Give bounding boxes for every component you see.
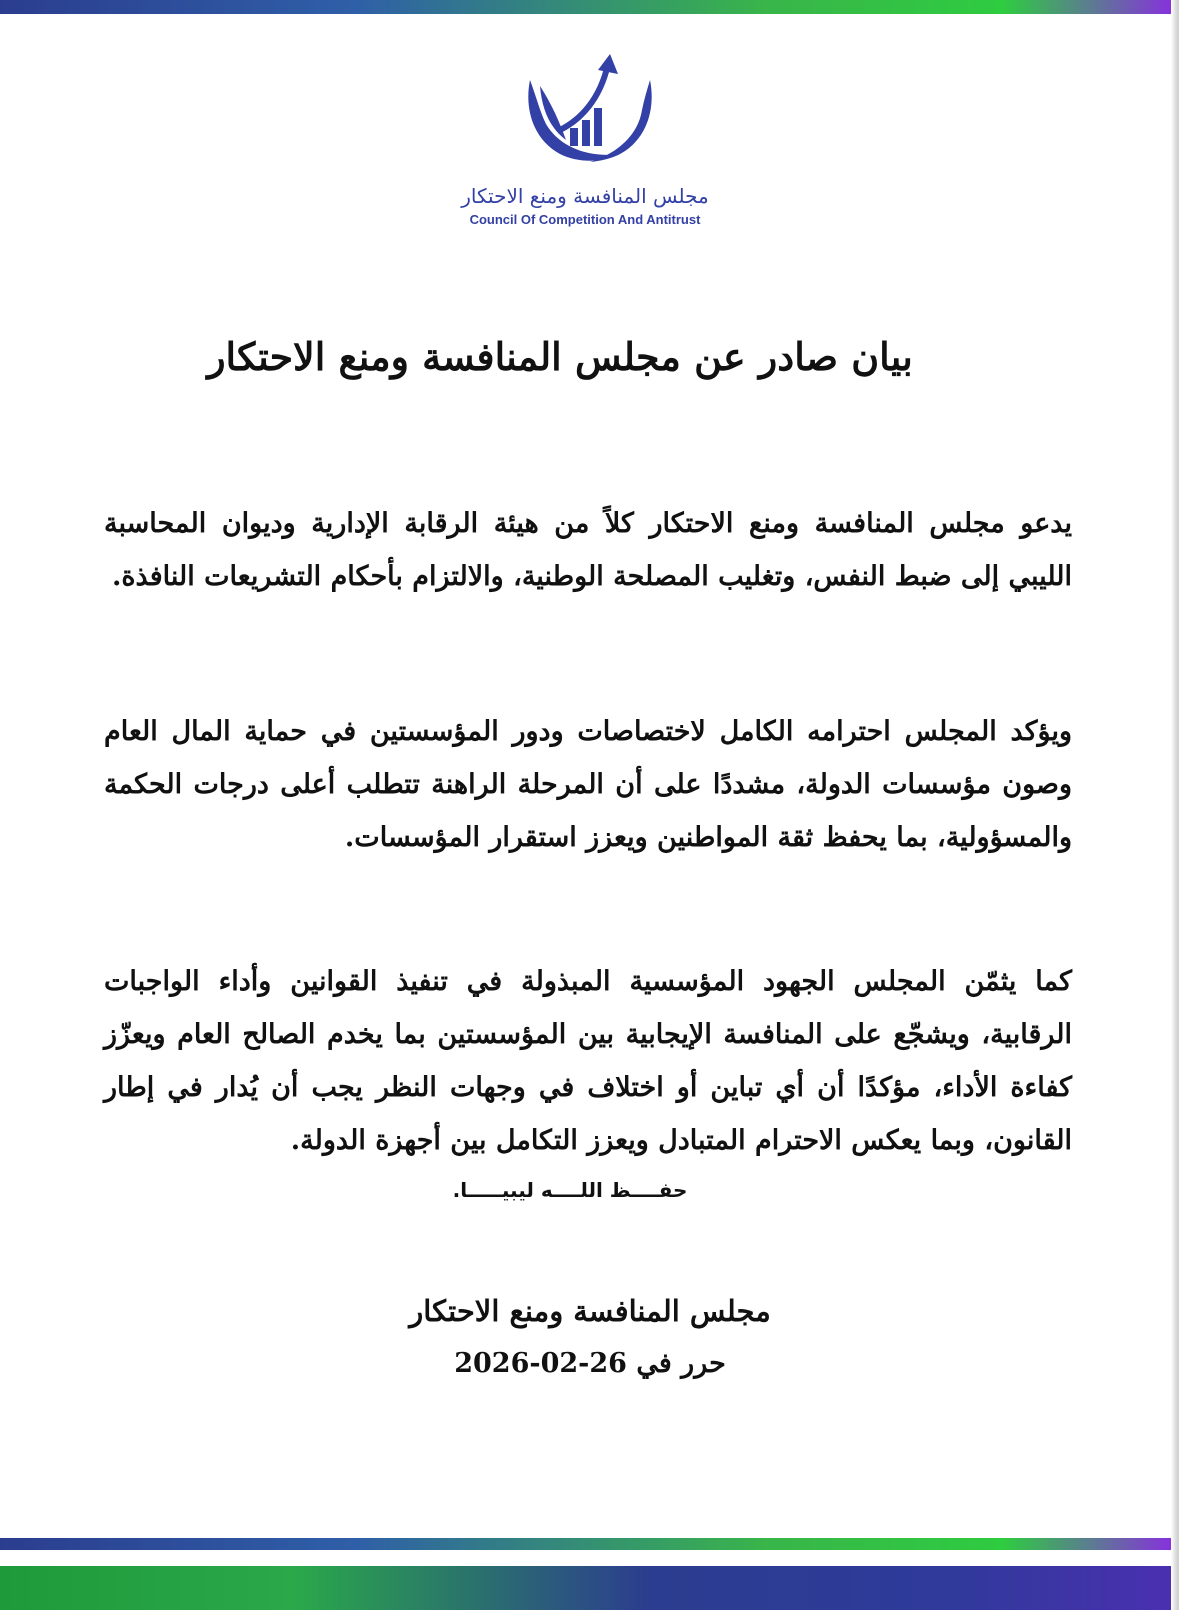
top-decorative-band xyxy=(0,0,1179,14)
paragraph-3: كما يثمّن المجلس الجهود المؤسسية المبذولة في تنفيذ القوانين وأداء الواجبات الرقابية، ويشجّع على المنافسة الإيجابية بين المؤسستين بما يخدم الصالح العام ويعزّز كفاءة الأداء، مؤكدًا أن أي تباين أو اختلاف في وجهات النظر يجب أن يُدار في إطار القانون، وبما يعكس الاحترام المتبادل ويعزز التكامل بين أجهزة الدولة. xyxy=(104,966,1072,1156)
issue-date: حرر في 26-02-2026 xyxy=(454,1348,726,1379)
council-logo-icon xyxy=(520,50,660,168)
page-edge-shadow xyxy=(1171,0,1179,1610)
bottom-decorative-band xyxy=(0,1538,1179,1550)
signature-council-name: مجلس المنافسة ومنع الاحتكار xyxy=(409,1294,771,1328)
logo-name-english: Council Of Competition And Antitrust xyxy=(469,212,701,227)
logo-name-arabic: مجلس المنافسة ومنع الاحتكار xyxy=(461,184,709,208)
paragraph-2: ويؤكد المجلس احترامه الكامل لاختصاصات ودور المؤسستين في حماية المال العام وصون مؤسسات الدولة، مشددًا على أن المرحلة الراهنة تتطلب أعلى درجات الحكمة والمسؤولية، بما يحفظ ثقة المواطنين ويعزز استقرار المؤسسات. xyxy=(104,716,1072,853)
closing-line: حفــــظ اللــــه ليبيـــــا. xyxy=(452,1178,688,1202)
footer-color-band xyxy=(0,1566,1179,1610)
paragraph-1: يدعو مجلس المنافسة ومنع الاحتكار كلاً من هيئة الرقابة الإدارية وديوان المحاسبة الليبي إلى ضبط النفس، وتغليب المصلحة الوطنية، والالتزام بأحكام التشريعات النافذة. xyxy=(104,508,1072,592)
statement-title: بيان صادر عن مجلس المنافسة ومنع الاحتكار xyxy=(207,334,913,379)
